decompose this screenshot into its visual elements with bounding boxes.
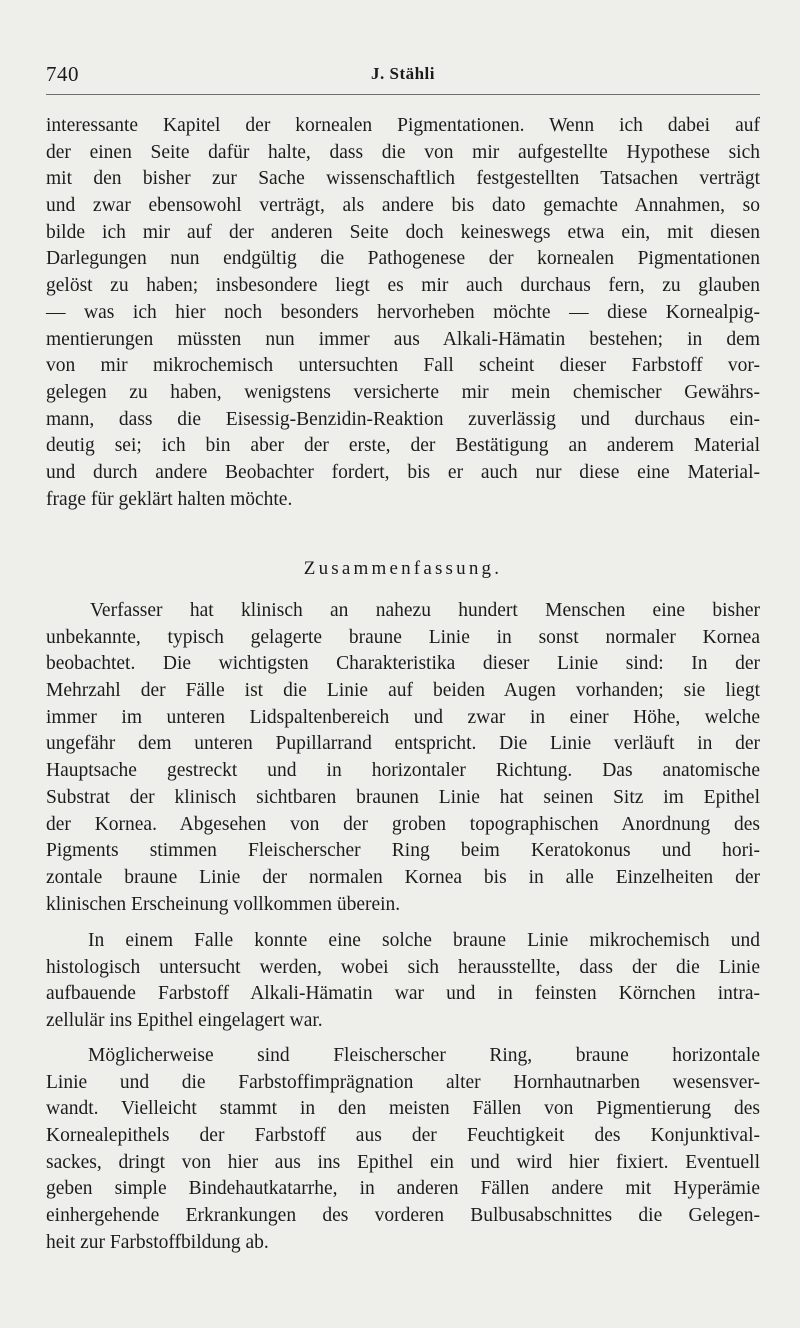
text-line: mann, dass die Eisessig-Benzidin-Reaktion zuverlässig und durchaus ein- bbox=[46, 408, 760, 430]
text-line: Verfasser hat klinisch an nahezu hundert Menschen eine bisher bbox=[90, 600, 760, 621]
text-line: geben simple Bindehautkatarrhe, in anderen Fällen andere mit Hyperämie bbox=[46, 1178, 760, 1200]
text-line: In einem Falle konnte eine solche braune Linie mikrochemisch und bbox=[88, 930, 760, 951]
text-line: deutig sei; ich bin aber der erste, der Bestätigung an anderem Material bbox=[46, 435, 760, 457]
text-line: sackes, dringt von hier aus ins Epithel ein und wird hier fixiert. Eventuell bbox=[46, 1151, 760, 1173]
text-line: mit den bisher zur Sache wissenschaftlich festgestellten Tatsachen verträgt bbox=[46, 168, 760, 190]
text-line: und durch andere Beobachter fordert, bis er auch nur diese eine Material- bbox=[46, 461, 760, 483]
running-head-author: J. Stähli bbox=[370, 64, 436, 83]
text-line: unbekannte, typisch gelagerte braune Linie in sonst normaler Kornea bbox=[46, 626, 760, 648]
text-line: interessante Kapitel der kornealen Pigmentationen. Wenn ich dabei auf bbox=[46, 115, 760, 136]
summary-paragraph-1 bbox=[46, 598, 760, 918]
text-line: — was ich hier noch besonders hervorheben möchte — diese Kornealpig- bbox=[46, 301, 760, 323]
text-line: Linie und die Farbstoffimprägnation alter Hornhautnarben wesensver- bbox=[46, 1071, 760, 1093]
text-line: zontale braune Linie der normalen Kornea bis in alle Einzelheiten der bbox=[46, 866, 760, 888]
text-line: zellulär ins Epithel eingelagert war. bbox=[46, 1010, 323, 1032]
summary-paragraph-2 bbox=[46, 928, 760, 1035]
text-line: der Kornea. Abgesehen von der groben topographischen Anordnung des bbox=[46, 813, 760, 835]
text-line: wandt. Vielleicht stammt in den meisten Fällen von Pigmentierung des bbox=[46, 1098, 760, 1120]
text-line: immer im unteren Lidspaltenbereich und zwar in einer Höhe, welche bbox=[46, 706, 760, 728]
text-line: der einen Seite dafür halte, dass die von mir aufgestellte Hypothese sich bbox=[46, 141, 760, 163]
text-line: ungefähr dem unteren Pupillarrand entspricht. Die Linie verläuft in der bbox=[46, 733, 760, 755]
text-line: Pigments stimmen Fleischerscher Ring beim Keratokonus und hori- bbox=[46, 840, 760, 862]
text-line: histologisch untersucht werden, wobei sich herausstellte, dass der die Linie bbox=[46, 956, 760, 978]
text-line: und zwar ebensowohl verträgt, als andere bis dato gemachte Annahmen, so bbox=[46, 195, 760, 217]
text-line: bilde ich mir auf der anderen Seite doch keineswegs etwa ein, mit diesen bbox=[46, 221, 760, 243]
text-line: gelegen zu haben, wenigstens versicherte mir mein chemischer Gewährs- bbox=[46, 381, 760, 403]
section-heading: Zusammenfassung. bbox=[303, 558, 503, 579]
text-line: heit zur Farbstoffbildung ab. bbox=[46, 1231, 269, 1253]
text-line: Kornealepithels der Farbstoff aus der Feuchtigkeit des Konjunktival- bbox=[46, 1125, 760, 1147]
text-line: von mir mikrochemisch untersuchten Fall scheint dieser Farbstoff vor- bbox=[46, 355, 760, 377]
text-line: klinischen Erscheinung vollkommen überein. bbox=[46, 893, 401, 915]
text-line: frage für geklärt halten möchte. bbox=[46, 488, 293, 510]
text-line: Hauptsache gestreckt und in horizontaler Richtung. Das anatomische bbox=[46, 760, 760, 782]
text-line: Substrat der klinisch sichtbaren braunen Linie hat seinen Sitz im Epithel bbox=[46, 786, 760, 808]
summary-paragraph-3 bbox=[46, 1043, 760, 1257]
page-number: 740 bbox=[46, 62, 79, 86]
text-line: Darlegungen nun endgültig die Pathogenese der kornealen Pigmentationen bbox=[46, 248, 760, 270]
text-line: Mehrzahl der Fälle ist die Linie auf beiden Augen vorhanden; sie liegt bbox=[46, 680, 760, 702]
text-line: einhergehende Erkrankungen des vorderen Bulbusabschnittes die Gelegen- bbox=[46, 1205, 760, 1227]
text-line: aufbauende Farbstoff Alkali-Hämatin war und in feinsten Körnchen intra- bbox=[46, 983, 760, 1005]
text-line: gelöst zu haben; insbesondere liegt es mir auch durchaus fern, zu glauben bbox=[46, 275, 760, 297]
page-header bbox=[46, 60, 760, 95]
paragraph-continuation bbox=[46, 113, 760, 513]
text-line: beobachtet. Die wichtigsten Charakteristika dieser Linie sind: In der bbox=[46, 653, 760, 675]
text-line: Möglicherweise sind Fleischerscher Ring, braune horizontale bbox=[88, 1045, 760, 1066]
text-line: mentierungen müssten nun immer aus Alkali-Hämatin bestehen; in dem bbox=[46, 328, 760, 350]
